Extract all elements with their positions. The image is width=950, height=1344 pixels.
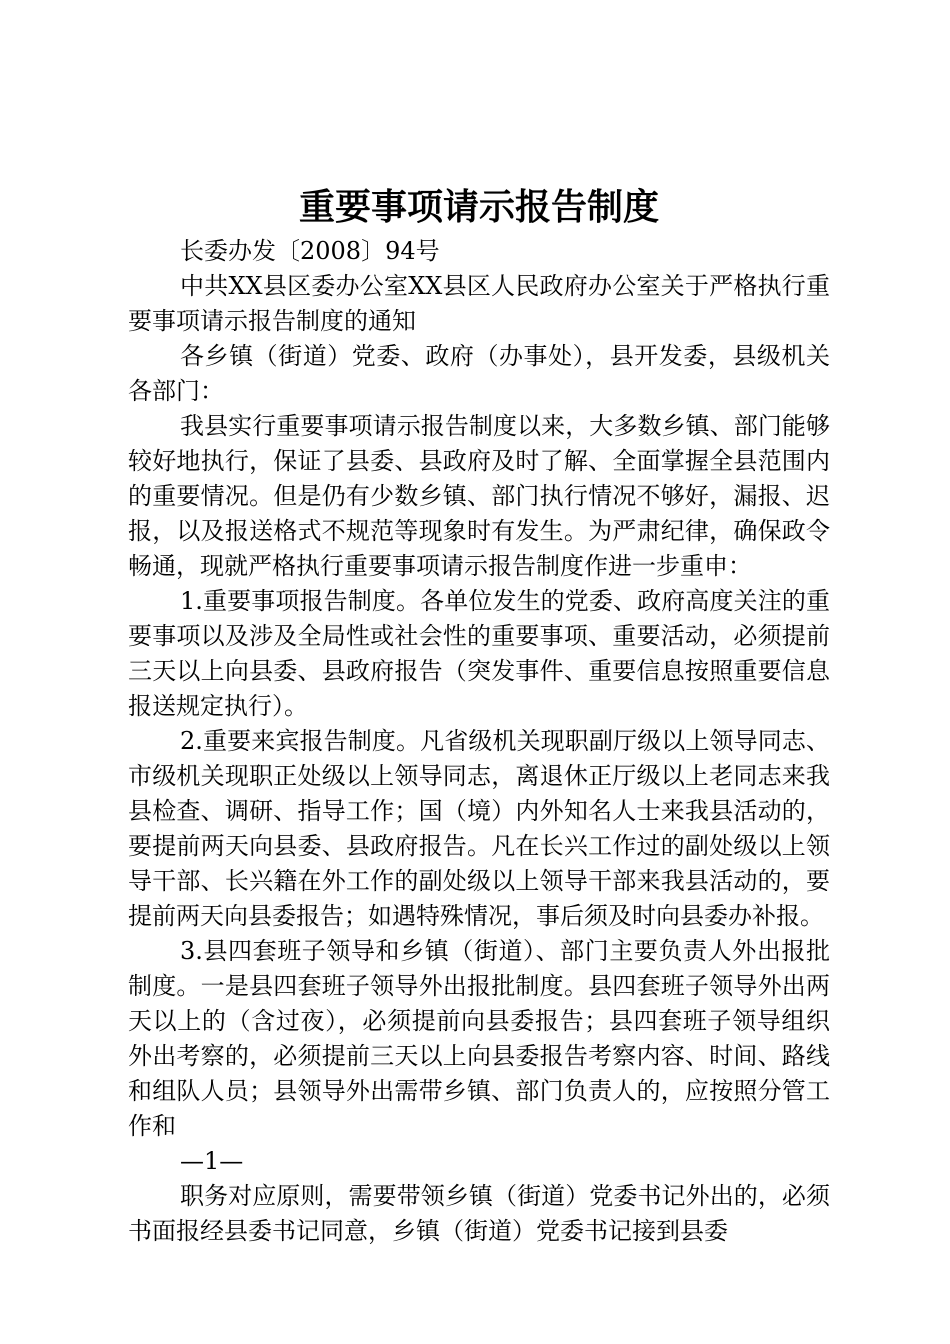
addressee: 各乡镇（街道）党委、政府（办事处），县开发委，县级机关各部门：: [128, 342, 830, 405]
paragraph-continuation: 职务对应原则，需要带领乡镇（街道）党委书记外出的，必须书面报经县委书记同意，乡镇（街道）党委书记接到县委: [128, 1182, 830, 1245]
paragraph-item-3: 3.县四套班子领导和乡镇（街道）、部门主要负责人外出报批制度。一是县四套班子领导外出报批制度。县四套班子领导外出两天以上的（含过夜），必须提前向县委报告；县四套班子领导组织外出考察的，必须提前三天以上向县委报告考察内容、时间、路线和组队人员；县领导外出需带乡镇、部门负责人的，应按照分管工作和: [128, 937, 830, 1140]
notice-heading: 中共XX县区委办公室XX县区人民政府办公室关于严格执行重要事项请示报告制度的通知: [128, 272, 830, 335]
document-body: [128, 234, 830, 1249]
paragraph-intro: 我县实行重要事项请示报告制度以来，大多数乡镇、部门能够较好地执行，保证了县委、县政府及时了解、全面掌握全县范围内的重要情况。但是仍有少数乡镇、部门执行情况不够好，漏报、迟报，以及报送格式不规范等现象时有发生。为严肃纪律，确保政令畅通，现就严格执行重要事项请示报告制度作进一步重申：: [128, 412, 830, 580]
paragraph-item-1: 1.重要事项报告制度。各单位发生的党委、政府高度关注的重要事项以及涉及全局性或社会性的重要事项、重要活动，必须提前三天以上向县委、县政府报告（突发事件、重要信息按照重要信息报送规定执行）。: [128, 587, 830, 720]
document-number: 长委办发〔2008〕94号: [180, 237, 440, 265]
document-title: 重要事项请示报告制度: [298, 187, 659, 228]
paragraph-item-2: 2.重要来宾报告制度。凡省级机关现职副厅级以上领导同志、市级机关现职正处级以上领导同志，离退休正厅级以上老同志来我县检查、调研、指导工作；国（境）内外知名人士来我县活动的，要提前两天向县委、县政府报告。凡在长兴工作过的副处级以上领导干部、长兴籍在外工作的副处级以上领导干部来我县活动的，要提前两天向县委报告；如遇特殊情况，事后须及时向县委办补报。: [128, 727, 830, 930]
page-number: —1—: [180, 1147, 244, 1175]
